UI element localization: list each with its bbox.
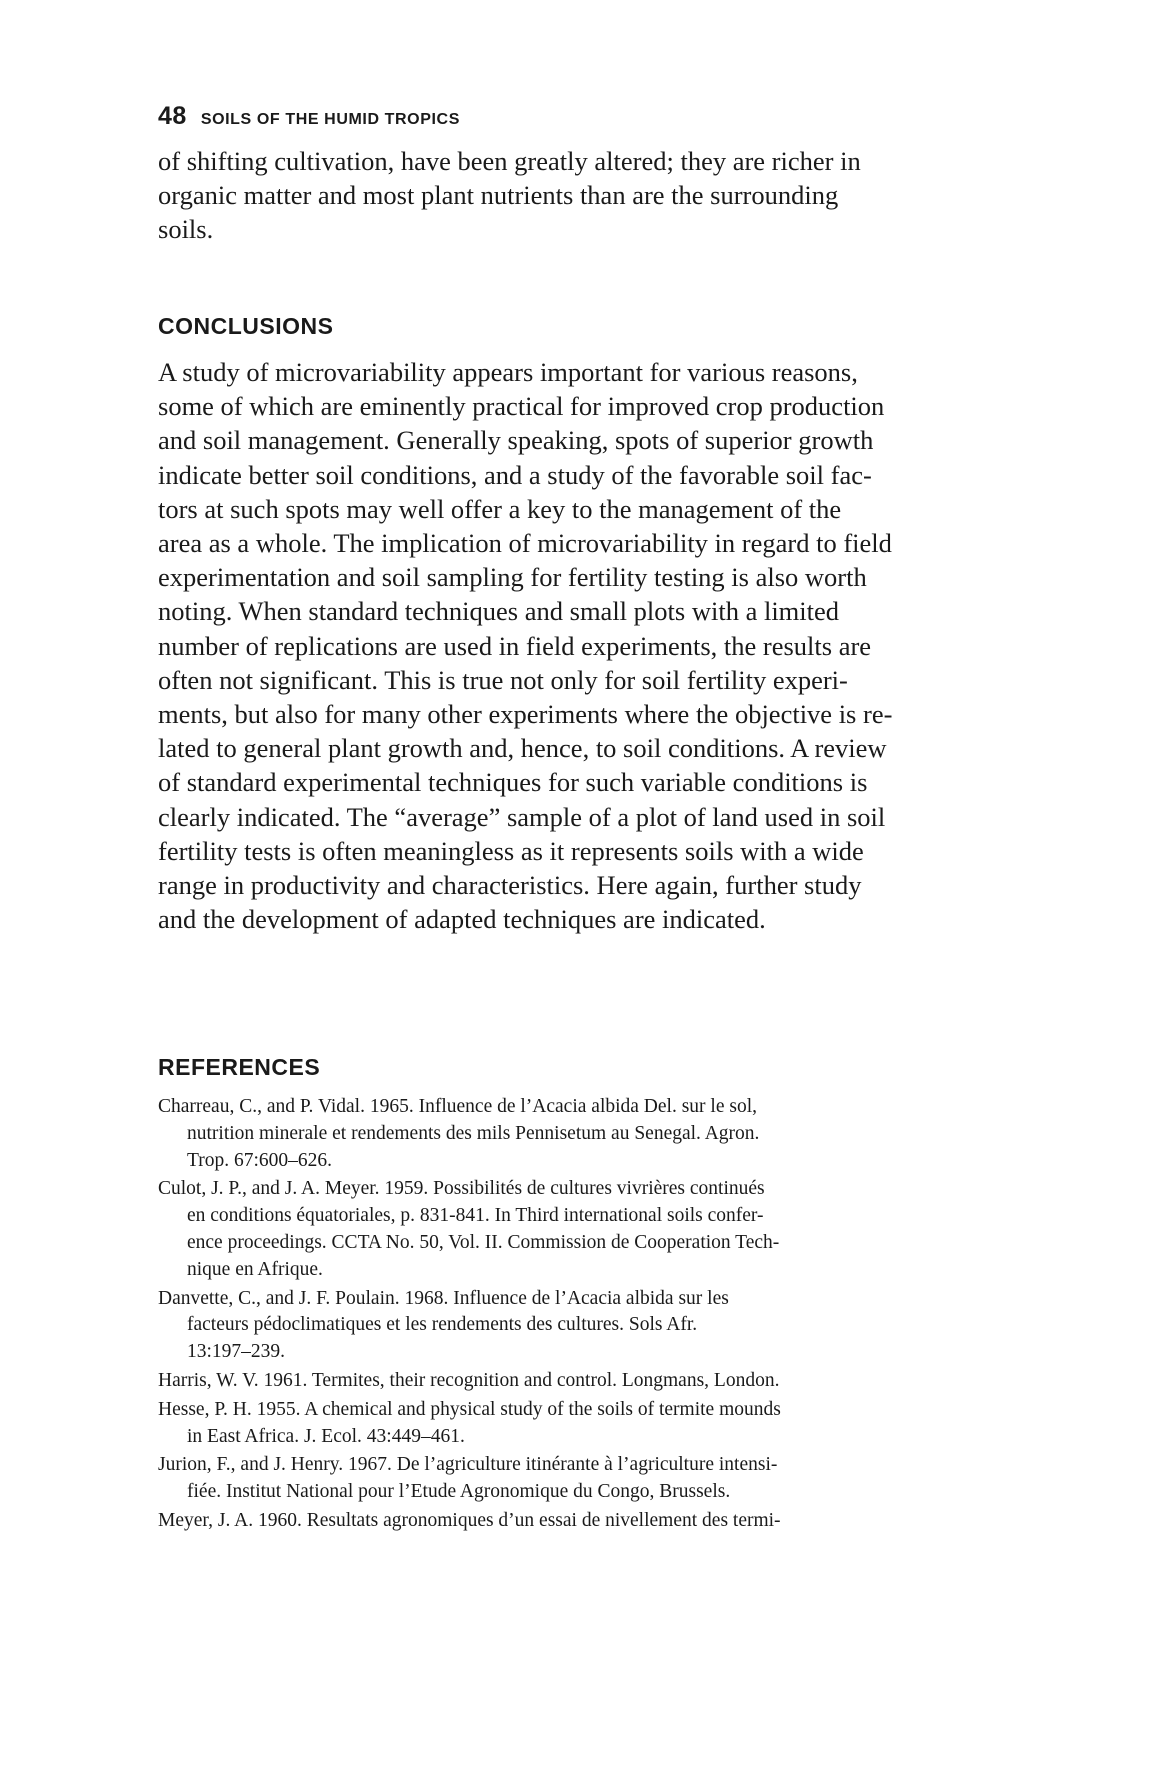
- text-line: experimentation and soil sampling for fertility testing is also worth: [158, 562, 867, 593]
- text-line: often not significant. This is true not only for soil fertility experi-: [158, 664, 848, 695]
- reference-line: Harris, W. V. 1961. Termites, their recognition and control. Longmans, London.: [158, 1369, 780, 1391]
- references-heading: REFERENCES: [158, 1054, 321, 1080]
- reference-line: Charreau, C., and P. Vidal. 1965. Influence de l’Acacia albida Del. sur le sol,: [158, 1096, 757, 1117]
- reference-line: en conditions équatoriales, p. 831-841. In Third international soils confer-: [187, 1205, 764, 1227]
- reference-line: Meyer, J. A. 1960. Resultats agronomiques d’un essai de nivellement des termi-: [158, 1509, 781, 1531]
- text-line: noting. When standard techniques and small plots with a limited: [158, 596, 840, 627]
- text-line: soils.: [158, 214, 214, 245]
- reference-line: fiée. Institut National pour l’Etude Agronomique du Congo, Brussels.: [187, 1481, 731, 1503]
- reference-line: in East Africa. J. Ecol. 43:449–461.: [187, 1425, 465, 1447]
- text-line: lated to general plant growth and, hence, to soil conditions. A review: [158, 733, 887, 764]
- text-line: fertility tests is often meaningless as it represents soils with a wide: [158, 835, 864, 866]
- text-line: organic matter and most plant nutrients than are the surrounding: [158, 180, 839, 211]
- text-line: indicate better soil conditions, and a study of the favorable soil fac-: [158, 459, 872, 490]
- text-line: some of which are eminently practical for improved crop production: [158, 391, 885, 422]
- reference-line: Hesse, P. H. 1955. A chemical and physical study of the soils of termite mounds: [158, 1398, 781, 1420]
- text-line: of shifting cultivation, have been greatly altered; they are richer in: [158, 146, 861, 176]
- reference-line: nique en Afrique.: [187, 1258, 323, 1280]
- reference-line: ence proceedings. CCTA No. 50, Vol. II. Commission de Cooperation Tech-: [187, 1231, 780, 1253]
- page-number: 48: [158, 102, 187, 130]
- text-line: clearly indicated. The “average” sample of a plot of land used in soil: [158, 801, 886, 832]
- text-line: number of replications are used in field experiments, the results are: [158, 630, 872, 661]
- reference-entry: [158, 1286, 1020, 1366]
- book-title: SOILS OF THE HUMID TROPICS: [200, 111, 460, 128]
- text-line: ments, but also for many other experiments where the objective is re-: [158, 699, 893, 730]
- conclusions-heading: CONCLUSIONS: [158, 313, 334, 339]
- reference-line: facteurs pédoclimatiques et les rendements des cultures. Sols Afr.: [187, 1314, 698, 1336]
- text-line: and the development of adapted techniques are indicated.: [158, 904, 766, 935]
- text-line: range in productivity and characteristics. Here again, further study: [158, 870, 862, 901]
- running-head: [158, 102, 460, 131]
- references-list: [158, 1094, 1020, 1535]
- reference-entry: [158, 1176, 1020, 1283]
- intro-paragraph: [158, 144, 1020, 247]
- reference-entry: [158, 1508, 1020, 1535]
- reference-line: Trop. 67:600–626.: [187, 1149, 333, 1171]
- reference-line: Danvette, C., and J. F. Poulain. 1968. Influence de l’Acacia albida sur les: [158, 1287, 729, 1309]
- text-line: and soil management. Generally speaking, spots of superior growth: [158, 425, 874, 456]
- reference-entry: [158, 1397, 1020, 1451]
- reference-entry: [158, 1094, 1020, 1174]
- text-line: area as a whole. The implication of microvariability in regard to field: [158, 528, 892, 559]
- reference-line: Jurion, F., and J. Henry. 1967. De l’agriculture itinérante à l’agriculture intensi-: [158, 1454, 778, 1476]
- reference-line: Culot, J. P., and J. A. Meyer. 1959. Possibilités de cultures vivrières continués: [158, 1178, 765, 1200]
- text-line: of standard experimental techniques for such variable conditions is: [158, 767, 868, 798]
- reference-entry: [158, 1368, 1020, 1395]
- text-line: A study of microvariability appears important for various reasons,: [158, 357, 858, 387]
- reference-line: 13:197–239.: [187, 1341, 286, 1363]
- reference-line: nutrition minerale et rendements des mils Pennisetum au Senegal. Agron.: [187, 1122, 760, 1144]
- text-line: tors at such spots may well offer a key to the management of the: [158, 493, 842, 524]
- conclusions-paragraph: [158, 355, 1020, 936]
- reference-entry: [158, 1452, 1020, 1506]
